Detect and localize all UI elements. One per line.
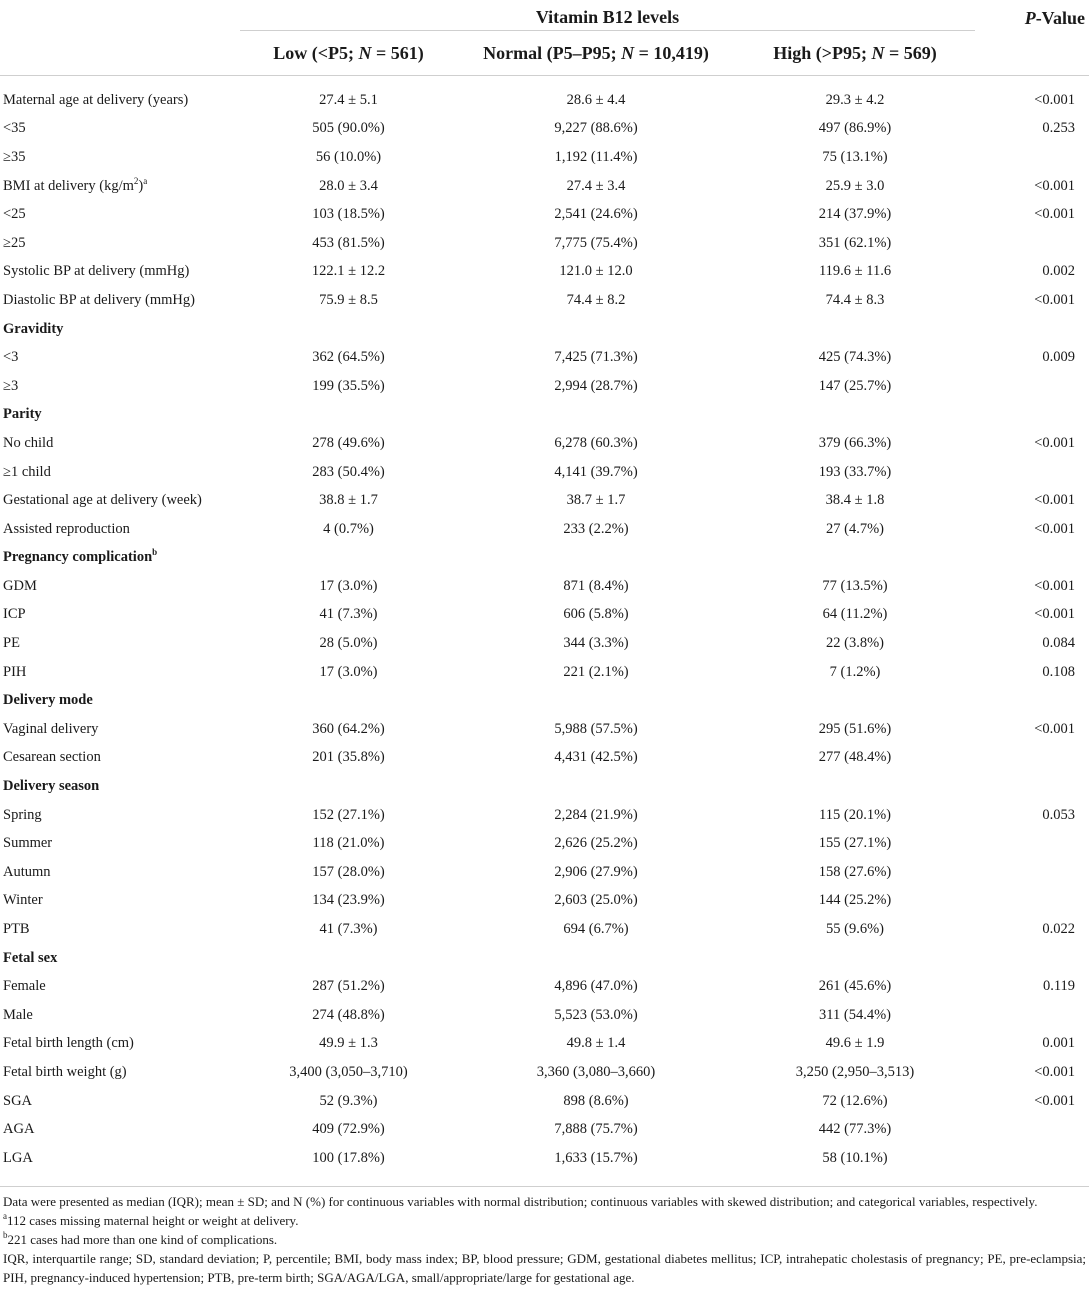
- cell-p-value: 0.001: [1042, 1035, 1076, 1052]
- row-label: Gravidity: [3, 320, 64, 337]
- row-label: Assisted reproduction: [3, 520, 130, 537]
- cell-normal: 5,988 (57.5%): [554, 720, 638, 737]
- cell-low: 283 (50.4%): [312, 463, 385, 480]
- header-empty-3: [975, 31, 1089, 76]
- cell-normal: 4,896 (47.0%): [554, 978, 638, 995]
- cell-normal: 27.4 ± 3.4: [566, 177, 626, 194]
- table-row: [0, 1087, 1089, 1116]
- table-row: [0, 115, 1089, 144]
- row-label: SGA: [3, 1092, 33, 1109]
- section-row: [0, 401, 1089, 430]
- cell-p-value: 0.253: [1042, 120, 1076, 137]
- table-row: [0, 801, 1089, 830]
- cell-p-value: [975, 458, 1089, 487]
- cell-p-value: 0.022: [1042, 921, 1076, 938]
- cell-low: 27.4 ± 5.1: [319, 91, 378, 108]
- cell-low: 360 (64.2%): [312, 720, 385, 737]
- cell-high: 193 (33.7%): [818, 463, 892, 480]
- cell-low: [240, 772, 457, 801]
- header-row-group: [0, 0, 1089, 31]
- cell-low: 49.9 ± 1.3: [319, 1035, 378, 1052]
- cell-high: 261 (45.6%): [818, 978, 892, 995]
- cell-low: 122.1 ± 12.2: [311, 263, 386, 280]
- cell-normal: [457, 686, 735, 715]
- table-row: [0, 887, 1089, 916]
- cell-p-value: [975, 372, 1089, 401]
- cell-low: 505 (90.0%): [312, 120, 385, 137]
- table-row: [0, 258, 1089, 287]
- header-normal: Normal (P5–P95; N = 10,419): [483, 42, 709, 63]
- cell-p-value: [975, 1001, 1089, 1030]
- table-row: [0, 200, 1089, 229]
- cell-normal: 1,192 (11.4%): [554, 148, 638, 165]
- cell-p-value: <0.001: [1034, 720, 1076, 737]
- table-row: [0, 858, 1089, 887]
- row-label: Delivery season: [3, 778, 100, 795]
- cell-normal: 871 (8.4%): [563, 577, 629, 594]
- cell-normal: [457, 944, 735, 973]
- cell-high: 351 (62.1%): [818, 234, 892, 251]
- cell-high: 158 (27.6%): [818, 863, 892, 880]
- cell-normal: 38.7 ± 1.7: [566, 492, 626, 509]
- header-empty-2: [0, 31, 240, 76]
- row-label: Pregnancy complication$^b$: [3, 547, 158, 566]
- cell-normal: 2,994 (28.7%): [554, 377, 638, 394]
- cell-high: [735, 686, 975, 715]
- table-bottom-rule: [0, 1186, 1089, 1187]
- cell-low: 201 (35.8%): [312, 749, 385, 766]
- cell-high: 277 (48.4%): [818, 749, 892, 766]
- table-row: [0, 744, 1089, 773]
- cell-normal: 221 (2.1%): [563, 663, 629, 680]
- row-label: Cesarean section: [3, 749, 101, 766]
- table-row: [0, 629, 1089, 658]
- cell-p-value: [975, 1144, 1089, 1177]
- cell-p-value: <0.001: [1034, 492, 1076, 509]
- cell-normal: 2,541 (24.6%): [554, 206, 638, 223]
- cell-normal: 694 (6.7%): [563, 921, 629, 938]
- cell-normal: 9,227 (88.6%): [554, 120, 638, 137]
- table-row: [0, 658, 1089, 687]
- note-main: Data were presented as median (IQR); mean ± SD; and N (%) for continuous variables with normal distribution; continuous variables with skewed distribution; and categorical variables, respectively.: [3, 1194, 1038, 1209]
- cell-normal: 74.4 ± 8.2: [566, 291, 626, 308]
- table-row: [0, 972, 1089, 1001]
- cell-low: 28 (5.0%): [319, 635, 378, 652]
- table-row: [0, 1001, 1089, 1030]
- cell-low: 75.9 ± 8.5: [319, 291, 378, 308]
- cell-p-value: [975, 858, 1089, 887]
- note-b: $^b$221 cases had more than one kind of complications.: [3, 1230, 278, 1247]
- cell-normal: 121.0 ± 12.0: [559, 263, 633, 280]
- cell-high: 38.4 ± 1.8: [825, 492, 885, 509]
- cell-normal: 7,888 (75.7%): [554, 1121, 638, 1138]
- cell-high: [735, 315, 975, 344]
- row-label: BMI at delivery $(kg/m^2)^a$: [3, 175, 148, 194]
- cell-normal: 2,906 (27.9%): [554, 863, 638, 880]
- cell-high: 295 (51.6%): [818, 720, 892, 737]
- cell-p-value: [975, 772, 1089, 801]
- row-label: Winter: [3, 892, 43, 909]
- cell-normal: [457, 772, 735, 801]
- cell-p-value: [975, 944, 1089, 973]
- table-row: [0, 1144, 1089, 1177]
- cell-low: 17 (3.0%): [319, 577, 378, 594]
- table-row: [0, 829, 1089, 858]
- cell-low: 38.8 ± 1.7: [319, 492, 378, 509]
- row-label: Vaginal delivery: [3, 720, 99, 737]
- cell-high: 379 (66.3%): [818, 434, 892, 451]
- row-label: Maternal age at delivery (years): [3, 91, 189, 108]
- cell-high: 147 (25.7%): [818, 377, 892, 394]
- table-row: [0, 1058, 1089, 1087]
- cell-low: 4 (0.7%): [323, 520, 374, 537]
- cell-low: 274 (48.8%): [312, 1006, 385, 1023]
- cell-p-value: <0.001: [1034, 206, 1076, 223]
- cell-p-value: [975, 315, 1089, 344]
- row-label: PE: [3, 635, 20, 652]
- cell-normal: 233 (2.2%): [563, 520, 629, 537]
- cell-p-value: [975, 544, 1089, 573]
- table-row: [0, 915, 1089, 944]
- section-row: [0, 772, 1089, 801]
- cell-high: 3,250 (2,950–3,513): [795, 1063, 915, 1080]
- cell-p-value: 0.084: [1042, 635, 1076, 652]
- cell-p-value: <0.001: [1034, 434, 1076, 451]
- cell-normal: 49.8 ± 1.4: [566, 1035, 626, 1052]
- cell-normal: 7,425 (71.3%): [554, 349, 638, 366]
- cell-low: 157 (28.0%): [312, 863, 385, 880]
- cell-p-value: <0.001: [1034, 177, 1076, 194]
- cell-normal: 6,278 (60.3%): [554, 434, 638, 451]
- table-notes: [3, 1192, 1086, 1287]
- cell-low: 409 (72.9%): [312, 1121, 385, 1138]
- cell-low: [240, 686, 457, 715]
- cell-low: [240, 544, 457, 573]
- table-row: [0, 515, 1089, 544]
- row-label: Autumn: [3, 863, 51, 880]
- table-row: [0, 715, 1089, 744]
- cell-low: 41 (7.3%): [319, 921, 378, 938]
- cell-normal: 2,626 (25.2%): [554, 835, 638, 852]
- row-label: ≥1 child: [3, 463, 51, 480]
- header-vitamin-b12: Vitamin B12 levels: [240, 0, 975, 31]
- cell-p-value: <0.001: [1034, 577, 1076, 594]
- row-label: PIH: [3, 663, 27, 680]
- cell-high: 55 (9.6%): [826, 921, 885, 938]
- header-low: Low (<P5; N = 561): [273, 42, 424, 63]
- cell-normal: 3,360 (3,080–3,660): [536, 1063, 656, 1080]
- cell-high: 77 (13.5%): [822, 577, 888, 594]
- cell-p-value: [975, 744, 1089, 773]
- cell-low: 103 (18.5%): [312, 206, 385, 223]
- cell-high: 72 (12.6%): [822, 1092, 888, 1109]
- cell-low: [240, 315, 457, 344]
- row-label: <3: [3, 349, 19, 366]
- cell-p-value: 0.108: [1042, 663, 1076, 680]
- row-label: Parity: [3, 406, 42, 423]
- cell-p-value: [975, 401, 1089, 430]
- cell-high: 425 (74.3%): [818, 349, 892, 366]
- cell-normal: 7,775 (75.4%): [554, 234, 638, 251]
- header-p-value: P-Value: [1024, 7, 1086, 28]
- row-label: ≥25: [3, 234, 26, 251]
- cell-high: 115 (20.1%): [819, 806, 891, 823]
- row-label: Fetal birth length (cm): [3, 1035, 134, 1052]
- table-row: [0, 143, 1089, 172]
- table-row: [0, 372, 1089, 401]
- table-row: [0, 601, 1089, 630]
- cell-p-value: <0.001: [1034, 606, 1076, 623]
- cell-p-value: 0.002: [1042, 263, 1076, 280]
- cell-normal: [457, 315, 735, 344]
- row-label: AGA: [3, 1121, 35, 1138]
- cell-high: 155 (27.1%): [818, 835, 892, 852]
- cell-normal: 898 (8.6%): [563, 1092, 629, 1109]
- section-row: [0, 315, 1089, 344]
- table-row: [0, 1030, 1089, 1059]
- table-row: [0, 86, 1089, 115]
- cell-normal: 28.6 ± 4.4: [566, 91, 626, 108]
- table-row: [0, 429, 1089, 458]
- cell-low: 52 (9.3%): [319, 1092, 378, 1109]
- cell-low: [240, 944, 457, 973]
- cell-p-value: <0.001: [1034, 1063, 1076, 1080]
- cell-p-value: [975, 143, 1089, 172]
- row-label: Female: [3, 978, 46, 995]
- cell-low: 3,400 (3,050–3,710): [289, 1063, 408, 1080]
- cell-high: 29.3 ± 4.2: [825, 91, 885, 108]
- table-row: [0, 1115, 1089, 1144]
- cell-p-value: 0.053: [1042, 806, 1076, 823]
- cell-low: 100 (17.8%): [312, 1149, 385, 1166]
- row-label: Male: [3, 1006, 33, 1023]
- cell-normal: 2,284 (21.9%): [554, 806, 638, 823]
- cell-low: 453 (81.5%): [312, 234, 385, 251]
- row-label: Fetal sex: [3, 949, 58, 966]
- cell-p-value: <0.001: [1034, 1092, 1076, 1109]
- cell-p-value: [975, 229, 1089, 258]
- cell-low: 41 (7.3%): [319, 606, 378, 623]
- cell-low: 28.0 ± 3.4: [319, 177, 378, 194]
- cell-low: [240, 401, 457, 430]
- table-row: [0, 458, 1089, 487]
- cell-high: 74.4 ± 8.3: [825, 291, 885, 308]
- cell-low: 278 (49.6%): [312, 434, 385, 451]
- cell-high: 144 (25.2%): [818, 892, 892, 909]
- row-label: Systolic BP at delivery (mmHg): [3, 263, 190, 280]
- cell-p-value: [975, 887, 1089, 916]
- cell-high: 442 (77.3%): [818, 1121, 892, 1138]
- note-a: $^a$112 cases missing maternal height or weight at delivery.: [3, 1211, 299, 1228]
- cell-normal: 4,141 (39.7%): [554, 463, 638, 480]
- row-label: Diastolic BP at delivery (mmHg): [3, 291, 195, 308]
- cell-p-value: <0.001: [1034, 520, 1076, 537]
- cell-low: 199 (35.5%): [312, 377, 385, 394]
- cell-high: [735, 772, 975, 801]
- cell-high: 22 (3.8%): [826, 635, 885, 652]
- cell-low: 134 (23.9%): [312, 892, 385, 909]
- cell-high: 27 (4.7%): [826, 520, 885, 537]
- row-label: <35: [3, 120, 26, 137]
- table-row: [0, 343, 1089, 372]
- row-label: No child: [3, 434, 54, 451]
- cell-low: 287 (51.2%): [312, 978, 385, 995]
- row-label: ICP: [3, 606, 26, 623]
- row-label: ≥35: [3, 148, 26, 165]
- cell-normal: [457, 401, 735, 430]
- row-label: Delivery mode: [3, 692, 93, 709]
- table-body: [0, 86, 1089, 1177]
- table-row: [0, 572, 1089, 601]
- section-row: [0, 544, 1089, 573]
- cell-high: 25.9 ± 3.0: [825, 177, 885, 194]
- row-label: PTB: [3, 921, 30, 938]
- table-row: [0, 172, 1089, 201]
- row-label: <25: [3, 206, 26, 223]
- cell-normal: 2,603 (25.0%): [554, 892, 638, 909]
- row-label: Summer: [3, 835, 53, 852]
- cell-low: 362 (64.5%): [312, 349, 385, 366]
- cell-p-value: <0.001: [1034, 91, 1076, 108]
- header-high: High (>P95; N = 569): [773, 42, 937, 63]
- cell-normal: [457, 544, 735, 573]
- cell-high: 214 (37.9%): [818, 206, 892, 223]
- row-label: LGA: [3, 1149, 33, 1166]
- table-row: [0, 229, 1089, 258]
- row-label: GDM: [3, 577, 37, 594]
- row-label: Gestational age at delivery (week): [3, 492, 202, 509]
- cell-low: 152 (27.1%): [312, 806, 385, 823]
- cell-high: 58 (10.1%): [822, 1149, 888, 1166]
- header-row-columns: [0, 31, 1089, 76]
- cell-normal: 1,633 (15.7%): [554, 1149, 638, 1166]
- cell-p-value: 0.119: [1042, 978, 1076, 995]
- cell-p-value: [975, 829, 1089, 858]
- cell-high: [735, 544, 975, 573]
- row-label: ≥3: [3, 377, 19, 394]
- cell-low: 17 (3.0%): [319, 663, 378, 680]
- cell-normal: 606 (5.8%): [563, 606, 629, 623]
- cell-p-value: 0.009: [1042, 349, 1076, 366]
- cell-high: 119.6 ± 11.6: [818, 263, 892, 280]
- section-row: [0, 686, 1089, 715]
- row-label: Spring: [3, 806, 42, 823]
- cell-high: 75 (13.1%): [822, 148, 888, 165]
- header-empty: [0, 0, 240, 31]
- cell-p-value: <0.001: [1034, 291, 1076, 308]
- cell-high: 49.6 ± 1.9: [825, 1035, 885, 1052]
- row-label: Fetal birth weight (g): [3, 1063, 127, 1080]
- cell-low: 56 (10.0%): [315, 148, 382, 165]
- cell-high: 64 (11.2%): [822, 606, 888, 623]
- note-abbreviations: IQR, interquartile range; SD, standard deviation; P, percentile; BMI, body mass index; BP, blood pressure; GDM, gestational diabetes mellitus; ICP, intrahepatic cholestasis of pregnancy; PE, pre-eclampsia; PIH, pregnancy-induced hypertension; PTB, pre-term birth; SGA/AGA/LGA, small/appropriate/large for gestational age.: [3, 1251, 1086, 1285]
- cell-normal: 5,523 (53.0%): [554, 1006, 638, 1023]
- cell-high: 7 (1.2%): [829, 663, 881, 680]
- cell-p-value: [975, 1115, 1089, 1144]
- cell-high: [735, 944, 975, 973]
- section-row: [0, 944, 1089, 973]
- table-row: [0, 486, 1089, 515]
- table-row: [0, 286, 1089, 315]
- cell-normal: 4,431 (42.5%): [554, 749, 638, 766]
- cell-p-value: [975, 686, 1089, 715]
- cell-normal: 344 (3.3%): [563, 635, 629, 652]
- cell-low: 118 (21.0%): [312, 835, 385, 852]
- cell-high: [735, 401, 975, 430]
- cell-high: 497 (86.9%): [818, 120, 892, 137]
- cell-high: 311 (54.4%): [819, 1006, 891, 1023]
